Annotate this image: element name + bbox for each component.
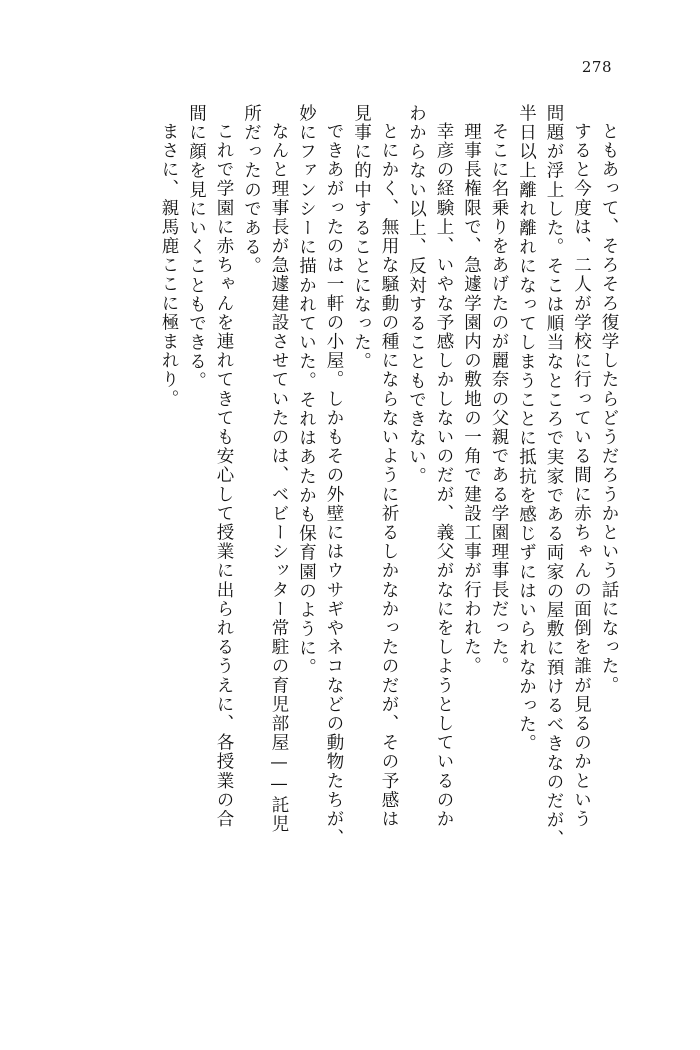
body-text-block	[78, 104, 622, 984]
text-column: なんと理事長が急遽建設させていたのは、ベビーシッター常駐の育児部屋——託児	[269, 122, 289, 834]
page-number: 278	[581, 58, 612, 76]
text-column: そこに名乗りをあげたのが麗奈の父親である学園理事長だった。	[489, 122, 509, 676]
text-column: とにかく、無用な騒動の種にならないように祈るしかなかったのだが、その予感は	[379, 122, 399, 829]
text-column: これで学園に赤ちゃんを連れてきても安心して授業に出られるうえに、各授業の合	[214, 122, 234, 829]
text-column: 理事長権限で、急遽学園内の敷地の一角で建設工事が行われた。	[461, 122, 482, 676]
text-column: わからない以上、反対することもできない。	[406, 104, 427, 486]
text-column: 間に顔を見にいくこともできる。	[186, 104, 207, 391]
text-column: すると今度は、二人が学校に行っている間に赤ちゃんの面倒を誰が見るのかという	[571, 122, 592, 829]
text-column: 見事に的中することになった。	[351, 104, 372, 372]
text-column: 幸彦の経験上、いやな予感しかしないのだが、義父がなにをしようとしているのか	[434, 122, 454, 829]
text-column: 半日以上離れ離れになってしまうことに抵抗を感じずにはいられなかった。	[516, 104, 537, 754]
text-column: 所だったのである。	[241, 104, 262, 276]
text-column: まさに、親馬鹿ここに極まれり。	[159, 122, 179, 409]
text-column: できあがったのは一軒の小屋。しかもその外壁にはウサギやネコなどの動物たちが、	[324, 122, 344, 848]
text-column: ともあって、そろそろ復学したらどうだろうかという話になった。	[599, 122, 619, 695]
text-column: 問題が浮上した。そこは順当なところで実家である両家の屋敷に預けるべきなのだが、	[544, 104, 564, 849]
text-column: 妙にファンシーに描かれていた。それはあたかも保育園のように。	[296, 104, 317, 677]
